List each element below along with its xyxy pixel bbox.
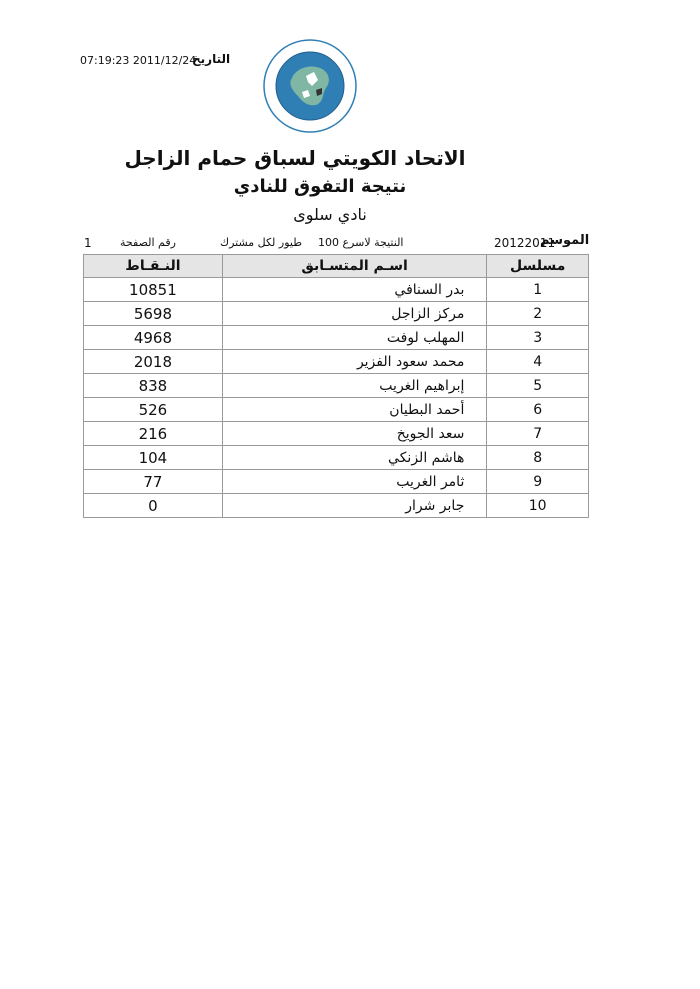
birds-label: طيور لكل مشترك	[220, 236, 302, 249]
name-cell: المهلب لوفت	[222, 326, 487, 350]
points-cell: 5698	[84, 302, 223, 326]
name-cell: أحمد البطيان	[222, 398, 487, 422]
serial-cell: 9	[487, 470, 589, 494]
name-header: اسـم المتسـابق	[222, 255, 487, 278]
page-number: 1	[84, 236, 92, 250]
table-row	[84, 278, 589, 302]
table-row	[84, 398, 589, 422]
points-cell: 10851	[84, 278, 223, 302]
date-value: 07:19:23 2011/12/24	[80, 54, 197, 67]
name-cell: ثامر الغريب	[222, 470, 487, 494]
serial-header: مسلسل	[487, 255, 589, 278]
points-cell: 216	[84, 422, 223, 446]
serial-cell: 7	[487, 422, 589, 446]
serial-cell: 10	[487, 494, 589, 518]
result-label: النتيجة لاسرع 100	[318, 236, 404, 249]
name-cell: هاشم الزنكي	[222, 446, 487, 470]
points-cell: 526	[84, 398, 223, 422]
points-header: النـقـاط	[84, 255, 223, 278]
club-name: نادي سلوى	[293, 205, 367, 224]
name-cell: جابر شرار	[222, 494, 487, 518]
table-row	[84, 326, 589, 350]
serial-cell: 6	[487, 398, 589, 422]
name-cell: مركز الزاجل	[222, 302, 487, 326]
points-cell: 104	[84, 446, 223, 470]
serial-cell: 2	[487, 302, 589, 326]
page-title: الاتحاد الكويتي لسباق حمام الزاجل	[124, 146, 466, 170]
points-cell: 0	[84, 494, 223, 518]
results-table	[83, 254, 589, 518]
table-header-row	[84, 255, 589, 278]
report-title: نتيجة التفوق للنادي	[233, 176, 407, 197]
table-row	[84, 446, 589, 470]
table-row	[84, 422, 589, 446]
table-row	[84, 302, 589, 326]
points-cell: 4968	[84, 326, 223, 350]
serial-cell: 4	[487, 350, 589, 374]
season-label: الموسم	[540, 233, 590, 248]
name-cell: محمد سعود الفزير	[222, 350, 487, 374]
federation-logo-icon	[262, 38, 358, 134]
serial-cell: 3	[487, 326, 589, 350]
name-cell: إبراهيم الغريب	[222, 374, 487, 398]
serial-cell: 8	[487, 446, 589, 470]
serial-cell: 5	[487, 374, 589, 398]
points-cell: 77	[84, 470, 223, 494]
table-row	[84, 350, 589, 374]
season-value: 20122011	[494, 236, 556, 250]
table-row	[84, 374, 589, 398]
page-label: رقم الصفحة	[120, 236, 176, 249]
name-cell: سعد الجويخ	[222, 422, 487, 446]
points-cell: 838	[84, 374, 223, 398]
points-cell: 2018	[84, 350, 223, 374]
table-row	[84, 470, 589, 494]
date-label: التاريخ	[192, 52, 231, 66]
serial-cell: 1	[487, 278, 589, 302]
table-row	[84, 494, 589, 518]
name-cell: بدر السنافي	[222, 278, 487, 302]
